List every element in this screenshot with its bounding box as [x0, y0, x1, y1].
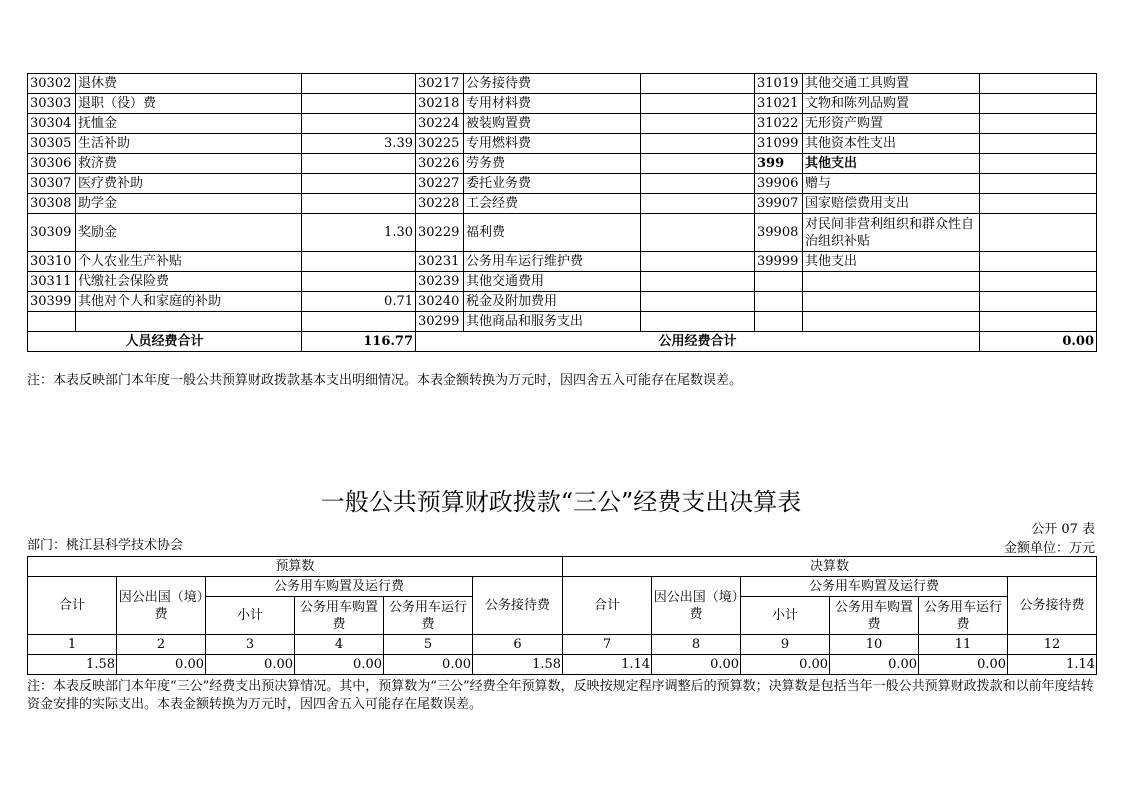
name-cell: [76, 312, 302, 332]
name-cell: 专用燃料费: [464, 134, 641, 154]
value-cell: [641, 272, 755, 292]
table-row: [28, 252, 1097, 272]
budget-abroad-header: 因公出国（境）费: [117, 577, 206, 635]
name-cell: 退职（役）费: [76, 94, 302, 114]
name-cell: 税金及附加费用: [464, 292, 641, 312]
value-cell: [980, 174, 1097, 194]
column-number-row: [28, 635, 1097, 655]
value-cell: 0.00: [295, 655, 384, 675]
code-cell: 39999: [755, 252, 803, 272]
code-cell: 30399: [28, 292, 76, 312]
code-cell: 30226: [416, 154, 464, 174]
code-cell: 30231: [416, 252, 464, 272]
column-number: 7: [563, 635, 652, 655]
name-cell: 赠与: [803, 174, 980, 194]
table-row: [28, 154, 1097, 174]
column-number: 3: [206, 635, 295, 655]
code-cell: 31019: [755, 74, 803, 94]
table-row: [28, 194, 1097, 214]
value-cell: [641, 194, 755, 214]
column-number: 9: [741, 635, 830, 655]
code-cell: 30217: [416, 74, 464, 94]
totals-row: [28, 332, 1097, 352]
value-cell: [980, 194, 1097, 214]
column-number: 12: [1008, 635, 1097, 655]
name-cell: 公务用车运行维护费: [464, 252, 641, 272]
code-cell: 30311: [28, 272, 76, 292]
value-cell: [302, 272, 416, 292]
code-cell: 30303: [28, 94, 76, 114]
name-cell: 医疗费补助: [76, 174, 302, 194]
budget-total-header: 合计: [28, 577, 117, 635]
value-cell: [980, 292, 1097, 312]
unit-label: 金额单位：万元: [1003, 541, 1095, 556]
name-cell: 专用材料费: [464, 94, 641, 114]
code-cell: [755, 272, 803, 292]
value-cell: [302, 94, 416, 114]
value-cell: [980, 214, 1097, 252]
final-header: 决算数: [563, 557, 1097, 577]
final-subtotal-header: 小计: [741, 597, 830, 635]
value-cell: 0.00: [830, 655, 919, 675]
name-cell: 其他资本性支出: [803, 134, 980, 154]
value-cell: [641, 94, 755, 114]
value-cell: [641, 214, 755, 252]
column-number: 4: [295, 635, 384, 655]
code-cell: [28, 312, 76, 332]
note-basic-expenditure: 注：本表反映部门本年度一般公共预算财政拨款基本支出明细情况。本表金额转换为万元时，因四舍五入可能存在尾数误差。: [27, 373, 743, 388]
name-cell: 其他支出: [803, 252, 980, 272]
code-cell: 30240: [416, 292, 464, 312]
name-cell: 个人农业生产补贴: [76, 252, 302, 272]
note-three-public: 注：本表反映部门本年度“三公”经费支出预决算情况。其中，预算数为“三公”经费全年预算数，反映按规定程序调整后的预算数；决算数是包括当年一般公共预算财政拨款和以前年度结转资金安排的实际支出。本表金额转换为万元时，因四舍五入可能存在尾数误差。: [27, 679, 1094, 712]
name-cell: 其他商品和服务支出: [464, 312, 641, 332]
name-cell: 生活补助: [76, 134, 302, 154]
code-cell: 30227: [416, 174, 464, 194]
final-reception-header: 公务接待费: [1008, 577, 1097, 635]
value-cell: [641, 154, 755, 174]
column-number: 1: [28, 635, 117, 655]
value-cell: 3.39: [302, 134, 416, 154]
budget-subtotal-header: 小计: [206, 597, 295, 635]
final-vehicle-purchase-header: 公务用车购置费: [830, 597, 919, 635]
value-cell: [980, 94, 1097, 114]
column-number: 8: [652, 635, 741, 655]
code-cell: 31099: [755, 134, 803, 154]
column-number: 11: [919, 635, 1008, 655]
code-cell: 30302: [28, 74, 76, 94]
value-cell: 0.00: [919, 655, 1008, 675]
value-cell: 0.00: [384, 655, 473, 675]
name-cell: [803, 292, 980, 312]
name-cell: 其他交通工具购置: [803, 74, 980, 94]
table-row: [28, 272, 1097, 292]
value-cell: [641, 74, 755, 94]
basic-expenditure-table: [27, 73, 1097, 352]
code-cell: 30307: [28, 174, 76, 194]
value-cell: [302, 74, 416, 94]
value-cell: [641, 312, 755, 332]
value-cell: [641, 114, 755, 134]
code-cell: 30228: [416, 194, 464, 214]
value-cell: [302, 194, 416, 214]
name-cell: 被装购置费: [464, 114, 641, 134]
code-cell: 30224: [416, 114, 464, 134]
name-cell: 代缴社会保险费: [76, 272, 302, 292]
table-row: [28, 134, 1097, 154]
value-cell: [302, 174, 416, 194]
code-cell: 30304: [28, 114, 76, 134]
budget-vehicle-group-header: 公务用车购置及运行费: [206, 577, 473, 597]
code-cell: 30305: [28, 134, 76, 154]
budget-reception-header: 公务接待费: [473, 577, 563, 635]
table-row: [28, 114, 1097, 134]
column-number: 10: [830, 635, 919, 655]
name-cell: 公务接待费: [464, 74, 641, 94]
name-cell: [803, 272, 980, 292]
column-number: 6: [473, 635, 563, 655]
department-label: 部门：桃江县科学技术协会: [27, 538, 184, 553]
value-cell: [641, 174, 755, 194]
value-cell: [302, 312, 416, 332]
code-cell: 399: [755, 154, 803, 174]
final-total-header: 合计: [563, 577, 652, 635]
final-vehicle-group-header: 公务用车购置及运行费: [741, 577, 1008, 597]
three-public-expenditure-table: [27, 556, 1097, 675]
value-cell: 0.00: [741, 655, 830, 675]
name-cell: 抚恤金: [76, 114, 302, 134]
value-cell: [980, 154, 1097, 174]
value-cell: [980, 134, 1097, 154]
value-cell: 1.30: [302, 214, 416, 252]
name-cell: 退休费: [76, 74, 302, 94]
final-vehicle-operation-header: 公务用车运行费: [919, 597, 1008, 635]
page-title: 一般公共预算财政拨款“三公”经费支出决算表: [320, 488, 802, 516]
table-row: [28, 74, 1097, 94]
name-cell: 奖励金: [76, 214, 302, 252]
value-cell: [302, 154, 416, 174]
name-cell: 无形资产购置: [803, 114, 980, 134]
code-cell: 30225: [416, 134, 464, 154]
name-cell: 对民间非营利组织和群众性自治组织补贴: [803, 214, 980, 252]
value-cell: [302, 252, 416, 272]
value-cell: 0.00: [117, 655, 206, 675]
value-row: [28, 655, 1097, 675]
total-public-value: 0.00: [980, 332, 1097, 352]
code-cell: 39907: [755, 194, 803, 214]
code-cell: 30308: [28, 194, 76, 214]
code-cell: 31021: [755, 94, 803, 114]
value-cell: 0.71: [302, 292, 416, 312]
code-cell: 31022: [755, 114, 803, 134]
name-cell: 助学金: [76, 194, 302, 214]
code-cell: 39908: [755, 214, 803, 252]
value-cell: 1.58: [28, 655, 117, 675]
name-cell: 救济费: [76, 154, 302, 174]
code-cell: [755, 312, 803, 332]
value-cell: [980, 272, 1097, 292]
value-cell: [980, 74, 1097, 94]
column-number: 5: [384, 635, 473, 655]
code-cell: 30239: [416, 272, 464, 292]
name-cell: 委托业务费: [464, 174, 641, 194]
value-cell: [980, 312, 1097, 332]
table-code: 公开 07 表: [1031, 522, 1095, 537]
table-row: [28, 292, 1097, 312]
name-cell: 劳务费: [464, 154, 641, 174]
final-abroad-header: 因公出国（境）费: [652, 577, 741, 635]
name-cell: 其他对个人和家庭的补助: [76, 292, 302, 312]
value-cell: [980, 114, 1097, 134]
value-cell: [302, 114, 416, 134]
value-cell: 1.14: [1008, 655, 1097, 675]
budget-vehicle-purchase-header: 公务用车购置费: [295, 597, 384, 635]
code-cell: 39906: [755, 174, 803, 194]
value-cell: 1.14: [563, 655, 652, 675]
column-number: 2: [117, 635, 206, 655]
budget-header: 预算数: [28, 557, 563, 577]
code-cell: 30229: [416, 214, 464, 252]
name-cell: 其他支出: [803, 154, 980, 174]
value-cell: 0.00: [652, 655, 741, 675]
code-cell: 30218: [416, 94, 464, 114]
total-public-label: 公用经费合计: [416, 332, 980, 352]
name-cell: 国家赔偿费用支出: [803, 194, 980, 214]
value-cell: [980, 252, 1097, 272]
code-cell: 30310: [28, 252, 76, 272]
table-row: [28, 174, 1097, 194]
value-cell: 0.00: [206, 655, 295, 675]
code-cell: [755, 292, 803, 312]
table-row: [28, 214, 1097, 252]
value-cell: [641, 252, 755, 272]
budget-vehicle-operation-header: 公务用车运行费: [384, 597, 473, 635]
name-cell: [803, 312, 980, 332]
table-row: [28, 94, 1097, 114]
name-cell: 福利费: [464, 214, 641, 252]
total-personnel-value: 116.77: [302, 332, 416, 352]
value-cell: [641, 292, 755, 312]
code-cell: 30309: [28, 214, 76, 252]
value-cell: [641, 134, 755, 154]
table-row: [28, 312, 1097, 332]
total-personnel-label: 人员经费合计: [28, 332, 302, 352]
code-cell: 30299: [416, 312, 464, 332]
name-cell: 其他交通费用: [464, 272, 641, 292]
code-cell: 30306: [28, 154, 76, 174]
name-cell: 工会经费: [464, 194, 641, 214]
name-cell: 文物和陈列品购置: [803, 94, 980, 114]
value-cell: 1.58: [473, 655, 563, 675]
